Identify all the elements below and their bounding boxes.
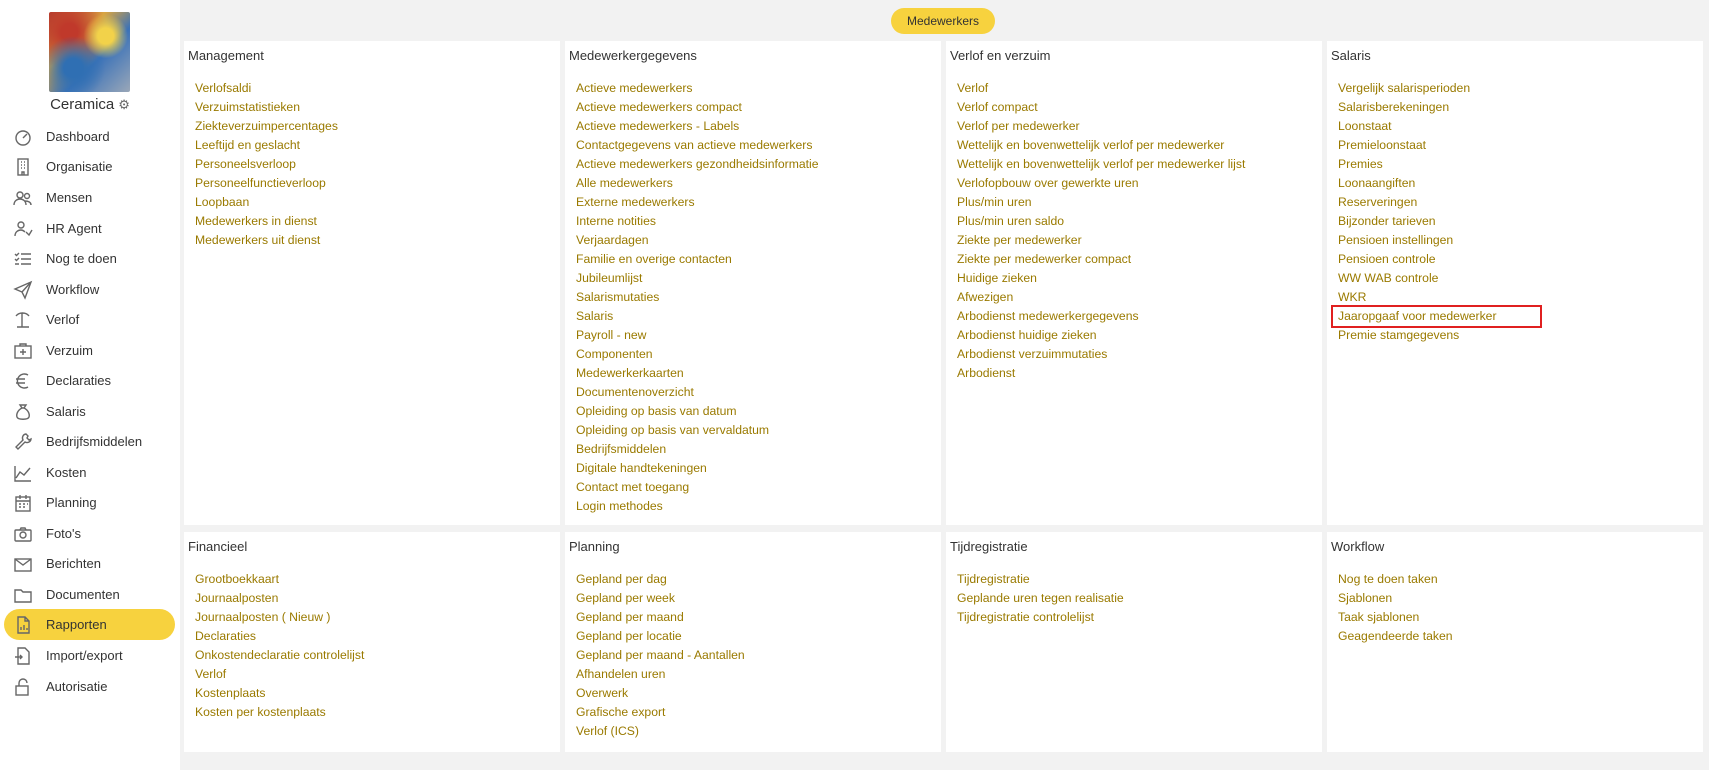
- sidebar-item-label: HR Agent: [46, 221, 102, 236]
- envelope-icon: [12, 553, 34, 575]
- report-link[interactable]: Wettelijk en bovenwettelijk verlof per medewerker lijst: [957, 157, 1246, 171]
- report-link[interactable]: Huidige zieken: [957, 271, 1037, 285]
- report-link[interactable]: Contactgegevens van actieve medewerkers: [576, 138, 813, 152]
- card-title: Financieel: [188, 539, 248, 554]
- report-list: [195, 570, 364, 722]
- report-link[interactable]: WKR: [1338, 290, 1367, 304]
- calendar-icon: [12, 492, 34, 514]
- card-tijdregistratie: [946, 532, 1322, 752]
- report-link[interactable]: Arbodienst verzuimmutaties: [957, 347, 1108, 361]
- sidebar-item-salaris[interactable]: [4, 396, 175, 427]
- report-link[interactable]: Alle medewerkers: [576, 176, 673, 190]
- report-link[interactable]: Familie en overige contacten: [576, 252, 732, 266]
- report-link[interactable]: Afhandelen uren: [576, 667, 666, 681]
- sidebar-item-label: Mensen: [46, 190, 93, 205]
- company-name: Ceramica: [50, 96, 115, 113]
- report-list: [576, 570, 745, 741]
- report-link[interactable]: Grafische export: [576, 705, 666, 719]
- medewerkers-pill[interactable]: Medewerkers: [891, 8, 995, 34]
- card-title: Salaris: [1331, 48, 1371, 63]
- report-link[interactable]: Bijzonder tarieven: [1338, 214, 1436, 228]
- euro-icon: [12, 370, 34, 392]
- report-link[interactable]: Journaalposten ( Nieuw ): [195, 610, 331, 624]
- sidebar-item-label: Autorisatie: [46, 679, 108, 694]
- report-link[interactable]: Premie stamgegevens: [1338, 328, 1460, 342]
- report-link[interactable]: Actieve medewerkers gezondheidsinformatie: [576, 157, 819, 171]
- report-link[interactable]: Declaraties: [195, 629, 256, 643]
- dashboard-icon: [12, 126, 34, 148]
- report-link[interactable]: Medewerkers uit dienst: [195, 233, 321, 247]
- report-link[interactable]: Ziekteverzuimpercentages: [195, 119, 338, 133]
- sidebar-item-label: Rapporten: [46, 617, 107, 632]
- sidebar-item-mensen[interactable]: [4, 182, 175, 213]
- sidebar-item-label: Verzuim: [46, 343, 93, 358]
- report-link[interactable]: Ziekte per medewerker: [957, 233, 1082, 247]
- report-link[interactable]: Verlofsaldi: [195, 81, 252, 95]
- report-link[interactable]: Arbodienst: [957, 366, 1016, 380]
- checklist-icon: [12, 248, 34, 270]
- report-link[interactable]: Medewerkerkaarten: [576, 366, 684, 380]
- report-link[interactable]: Verlof compact: [957, 100, 1038, 114]
- sidebar-item-foto-s[interactable]: [4, 518, 175, 549]
- camera-icon: [12, 523, 34, 545]
- report-list: [1338, 570, 1453, 646]
- report-list: [957, 570, 1124, 627]
- report-link[interactable]: Verlof (ICS): [576, 724, 639, 738]
- report-link[interactable]: Jaaropgaaf voor medewerker: [1338, 309, 1497, 323]
- sidebar-item-label: Workflow: [46, 282, 100, 297]
- report-link[interactable]: Salaris: [576, 309, 614, 323]
- report-link[interactable]: Kostenplaats: [195, 686, 266, 700]
- first-aid-icon: [12, 340, 34, 362]
- report-link[interactable]: Premieloonstaat: [1338, 138, 1427, 152]
- sidebar-item-organisatie[interactable]: [4, 151, 175, 182]
- hr-agent-icon: [12, 218, 34, 240]
- report-link[interactable]: Geplande uren tegen realisatie: [957, 591, 1124, 605]
- report-icon: [12, 614, 34, 636]
- card-salaris: [1327, 41, 1703, 525]
- report-link[interactable]: Gepland per maand: [576, 610, 684, 624]
- report-link[interactable]: Verlof per medewerker: [957, 119, 1080, 133]
- report-link[interactable]: Nog te doen taken: [1338, 572, 1438, 586]
- sidebar-item-kosten[interactable]: [4, 457, 175, 488]
- sidebar-item-label: Declaraties: [46, 373, 112, 388]
- report-link[interactable]: Actieve medewerkers - Labels: [576, 119, 740, 133]
- report-link[interactable]: Kosten per kostenplaats: [195, 705, 326, 719]
- report-link[interactable]: Onkostendeclaratie controlelijst: [195, 648, 365, 662]
- gear-icon[interactable]: ⚙: [118, 97, 130, 112]
- card-title: Planning: [569, 539, 620, 554]
- report-link[interactable]: Wettelijk en bovenwettelijk verlof per medewerker: [957, 138, 1225, 152]
- report-link[interactable]: Digitale handtekeningen: [576, 461, 707, 475]
- sidebar-item-bedrijfsmiddelen[interactable]: [4, 426, 175, 457]
- card-title: Management: [188, 48, 264, 63]
- report-list: [576, 79, 819, 516]
- report-link[interactable]: Documentenoverzicht: [576, 385, 694, 399]
- report-list: [957, 79, 1245, 383]
- report-link[interactable]: Loonstaat: [1338, 119, 1392, 133]
- report-link[interactable]: Arbodienst huidige zieken: [957, 328, 1097, 342]
- report-link[interactable]: Salarisberekeningen: [1338, 100, 1450, 114]
- sidebar-item-import-export[interactable]: [4, 640, 175, 671]
- report-link[interactable]: Medewerkers in dienst: [195, 214, 317, 228]
- report-link[interactable]: Reserveringen: [1338, 195, 1418, 209]
- report-link[interactable]: Grootboekkaart: [195, 572, 280, 586]
- report-link[interactable]: Opleiding op basis van vervaldatum: [576, 423, 770, 437]
- report-link[interactable]: Verjaardagen: [576, 233, 649, 247]
- report-link[interactable]: WW WAB controle: [1338, 271, 1439, 285]
- report-link[interactable]: Actieve medewerkers compact: [576, 100, 742, 114]
- report-link[interactable]: Componenten: [576, 347, 653, 361]
- card-medewerkergegevens: [565, 41, 941, 525]
- sidebar-item-autorisatie[interactable]: [4, 671, 175, 702]
- sidebar-item-dashboard[interactable]: [4, 121, 175, 152]
- report-list: [195, 79, 338, 250]
- report-link[interactable]: Loopbaan: [195, 195, 250, 209]
- report-link[interactable]: Arbodienst medewerkergegevens: [957, 309, 1139, 323]
- sidebar-item-planning[interactable]: [4, 487, 175, 518]
- sidebar-item-label: Foto's: [46, 526, 81, 541]
- sidebar-item-label: Dashboard: [46, 129, 110, 144]
- sidebar-item-label: Salaris: [46, 404, 86, 419]
- report-list: [1338, 79, 1497, 345]
- report-link[interactable]: Login methodes: [576, 499, 663, 513]
- report-link[interactable]: Personeelfunctieverloop: [195, 176, 326, 190]
- report-link[interactable]: Actieve medewerkers: [576, 81, 693, 95]
- sidebar-item-nog-te-doen[interactable]: [4, 243, 175, 274]
- building-icon: [12, 156, 34, 178]
- sidebar-item-label: Berichten: [46, 556, 101, 571]
- report-link[interactable]: Plus/min uren: [957, 195, 1032, 209]
- report-link[interactable]: Geagendeerde taken: [1338, 629, 1453, 643]
- card-title: Workflow: [1331, 539, 1385, 554]
- report-link[interactable]: Loonaangiften: [1338, 176, 1416, 190]
- report-link[interactable]: Afwezigen: [957, 290, 1014, 304]
- money-bag-icon: [12, 401, 34, 423]
- card-title: Tijdregistratie: [950, 539, 1028, 554]
- report-link[interactable]: Bedrijfsmiddelen: [576, 442, 667, 456]
- sidebar-item-label: Organisatie: [46, 159, 113, 174]
- report-link[interactable]: Externe medewerkers: [576, 195, 695, 209]
- card-verlof-verzuim: [946, 41, 1322, 525]
- report-link[interactable]: Leeftijd en geslacht: [195, 138, 301, 152]
- sidebar-item-label: Nog te doen: [46, 251, 117, 266]
- sidebar-item-declaraties[interactable]: [4, 365, 175, 396]
- report-link[interactable]: Verlofopbouw over gewerkte uren: [957, 176, 1139, 190]
- sidebar-item-hr-agent[interactable]: [4, 213, 175, 244]
- report-link[interactable]: Interne notities: [576, 214, 656, 228]
- report-link[interactable]: Tijdregistratie: [957, 572, 1030, 586]
- report-link[interactable]: Gepland per dag: [576, 572, 667, 586]
- card-planning: [565, 532, 941, 752]
- report-link[interactable]: Gepland per locatie: [576, 629, 682, 643]
- report-link[interactable]: Sjablonen: [1338, 591, 1393, 605]
- import-export-icon: [12, 645, 34, 667]
- folder-icon: [12, 584, 34, 606]
- report-link[interactable]: Tijdregistratie controlelijst: [957, 610, 1095, 624]
- sidebar-item-rapporten[interactable]: [4, 609, 175, 640]
- report-link[interactable]: Taak sjablonen: [1338, 610, 1420, 624]
- card-title: Verlof en verzuim: [950, 48, 1051, 63]
- report-link[interactable]: Gepland per maand - Aantallen: [576, 648, 745, 662]
- report-link[interactable]: Payroll - new: [576, 328, 647, 342]
- sidebar-item-label: Documenten: [46, 587, 120, 602]
- paper-plane-icon: [12, 279, 34, 301]
- sidebar-item-label: Kosten: [46, 465, 87, 480]
- sidebar-item-workflow[interactable]: [4, 274, 175, 305]
- report-link[interactable]: Pensioen controle: [1338, 252, 1436, 266]
- sidebar-item-verlof[interactable]: [4, 304, 175, 335]
- report-link[interactable]: Verlof: [195, 667, 227, 681]
- card-title: Medewerkergegevens: [569, 48, 697, 63]
- card-financieel: [184, 532, 560, 752]
- report-link[interactable]: Personeelsverloop: [195, 157, 296, 171]
- card-management: [184, 41, 560, 525]
- sidebar-item-verzuim[interactable]: [4, 335, 175, 366]
- sidebar-item-label: Import/export: [46, 648, 123, 663]
- sidebar-item-berichten[interactable]: [4, 548, 175, 579]
- sidebar: [0, 0, 180, 770]
- report-link[interactable]: Pensioen instellingen: [1338, 233, 1454, 247]
- card-workflow: [1327, 532, 1703, 752]
- unlock-icon: [12, 676, 34, 698]
- report-link[interactable]: Plus/min uren saldo: [957, 214, 1065, 228]
- beach-icon: [12, 309, 34, 331]
- sidebar-item-label: Bedrijfsmiddelen: [46, 434, 143, 449]
- report-link[interactable]: Journaalposten: [195, 591, 279, 605]
- wrench-icon: [12, 431, 34, 453]
- report-link[interactable]: Opleiding op basis van datum: [576, 404, 737, 418]
- report-link[interactable]: Verlof: [957, 81, 989, 95]
- people-icon: [12, 187, 34, 209]
- report-link[interactable]: Premies: [1338, 157, 1383, 171]
- report-link[interactable]: Jubileumlijst: [576, 271, 643, 285]
- report-link[interactable]: Gepland per week: [576, 591, 675, 605]
- company-label[interactable]: [0, 96, 180, 113]
- sidebar-item-documenten[interactable]: [4, 579, 175, 610]
- sidebar-item-label: Verlof: [46, 312, 80, 327]
- company-logo[interactable]: [49, 12, 130, 92]
- area-chart-icon: [12, 462, 34, 484]
- report-link[interactable]: Ziekte per medewerker compact: [957, 252, 1132, 266]
- report-link[interactable]: Overwerk: [576, 686, 629, 700]
- sidebar-item-label: Planning: [46, 495, 97, 510]
- report-link[interactable]: Verzuimstatistieken: [195, 100, 300, 114]
- report-link[interactable]: Contact met toegang: [576, 480, 690, 494]
- report-link[interactable]: Vergelijk salarisperioden: [1338, 81, 1471, 95]
- report-link[interactable]: Salarismutaties: [576, 290, 660, 304]
